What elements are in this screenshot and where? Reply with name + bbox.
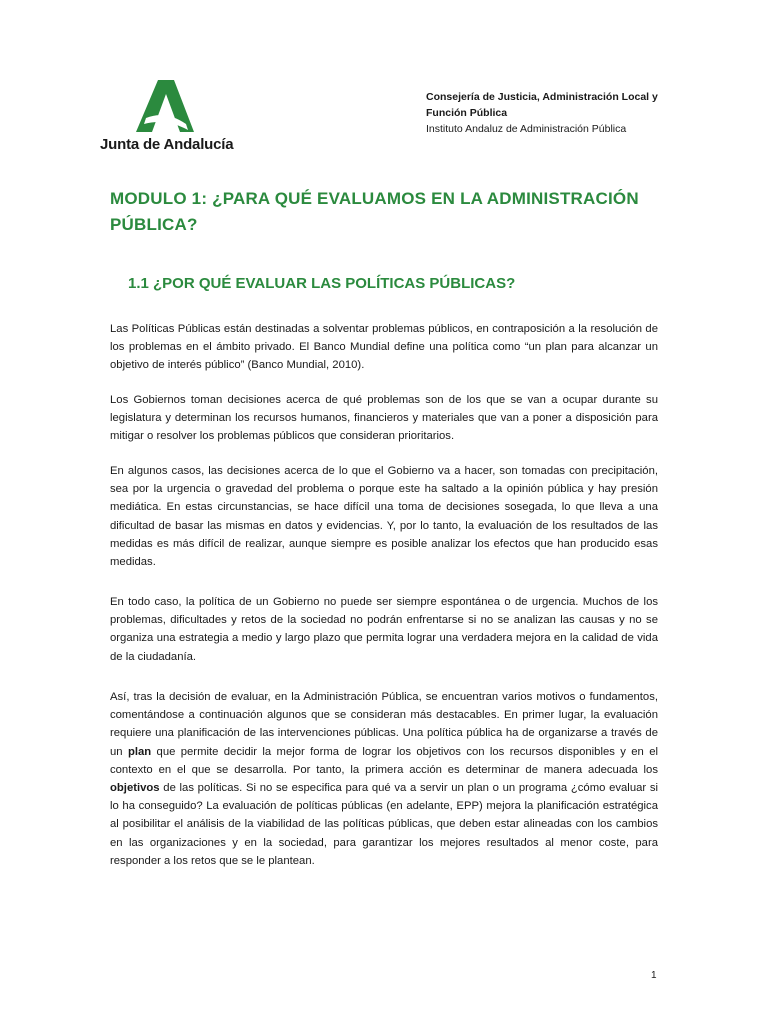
organization-header [426, 89, 666, 137]
page-number: 1 [651, 970, 657, 981]
paragraph-4: En todo caso, la política de un Gobierno no puede ser siempre espontánea o de urgencia. Muchos de los problemas, dificultades y retos de la sociedad no podrán enfrentarse si no se analizan las causas y no se organiza una estrategia a medio y largo plazo que permita lograr una verdadera mejora en la calidad de vida de la ciudadanía. [110, 596, 658, 663]
junta-a-logo-icon [136, 80, 200, 132]
paragraph-5-text-a: Así, tras la decisión de evaluar, en la Administración Pública, se encuentran varios motivos o fundamentos, comentándose a continuación algunos que se consideran más destacables. En primer lugar, la evaluación requiere una planificación de las intervenciones públicas. Una política pública ha de organizarse a través de un [110, 691, 658, 758]
bold-plan: plan [127, 745, 152, 758]
section-heading: 1.1 ¿POR QUÉ EVALUAR LAS POLÍTICAS PÚBLICAS? [128, 275, 516, 292]
paragraph-3: En algunos casos, las decisiones acerca de lo que el Gobierno va a hacer, son tomadas con precipitación, sea por la urgencia o gravedad del problema o porque este ha saltado a la opinión pública y hay presión mediática. En estas circunstancias, se hace difícil una toma de decisiones sosegada, lo que lleva a una dificultad de basar las mismas en datos y evidencias. Y, por lo tanto, la evaluación de los resultados de las medidas es más difícil de realizar, aunque siempre es posible analizar los efectos que han producido esas medidas. [110, 465, 658, 569]
paragraph-5 [110, 688, 658, 870]
paragraph-5-text-c: de las políticas. Si no se especifica para qué va a servir un plan o un programa ¿cómo evaluar si lo ha conseguido? La evaluación de políticas públicas (en adelante, EPP) mejora la planificación estratégica al posibilitar el análisis de la viabilidad de las políticas públicas, que deben estar alineadas con los cambios en las organizaciones y en la sociedad, para garantizar los mejores resultados al menor coste, para responder a los retos que se le plantean. [110, 782, 658, 867]
module-title: MODULO 1: ¿PARA QUÉ EVALUAMOS EN LA ADMINISTRACIÓN PÚBLICA? [110, 189, 639, 234]
paragraph-5-text-b: que permite decidir la mejor forma de lograr los objetivos con los recursos disponibles y en el contexto en el que se desarrolla. Por tanto, la primera acción es determinar de manera adecuada los [110, 745, 658, 776]
logo-text: Junta de Andalucía [100, 136, 234, 153]
ministry-name: Consejería de Justicia, Administración Local y Función Pública [426, 91, 658, 119]
paragraph-2: Los Gobiernos toman decisiones acerca de qué problemas son de los que se van a ocupar durante su legislatura y determinan los recursos humanos, financieros y materiales que van a poner a disposición para mitigar o resolver los problemas públicos que consideran prioritarios. [110, 394, 658, 443]
bold-objetivos: objetivos [110, 782, 160, 795]
institute-name: Instituto Andaluz de Administración Pública [426, 123, 627, 135]
paragraph-1: Las Políticas Públicas están destinadas a solventar problemas públicos, en contraposición a la resolución de los problemas en el ámbito privado. El Banco Mundial define una política como “un plan para alcanzar un objetivo de interés público” (Banco Mundial, 2010). [110, 323, 658, 372]
junta-logo [100, 80, 240, 156]
